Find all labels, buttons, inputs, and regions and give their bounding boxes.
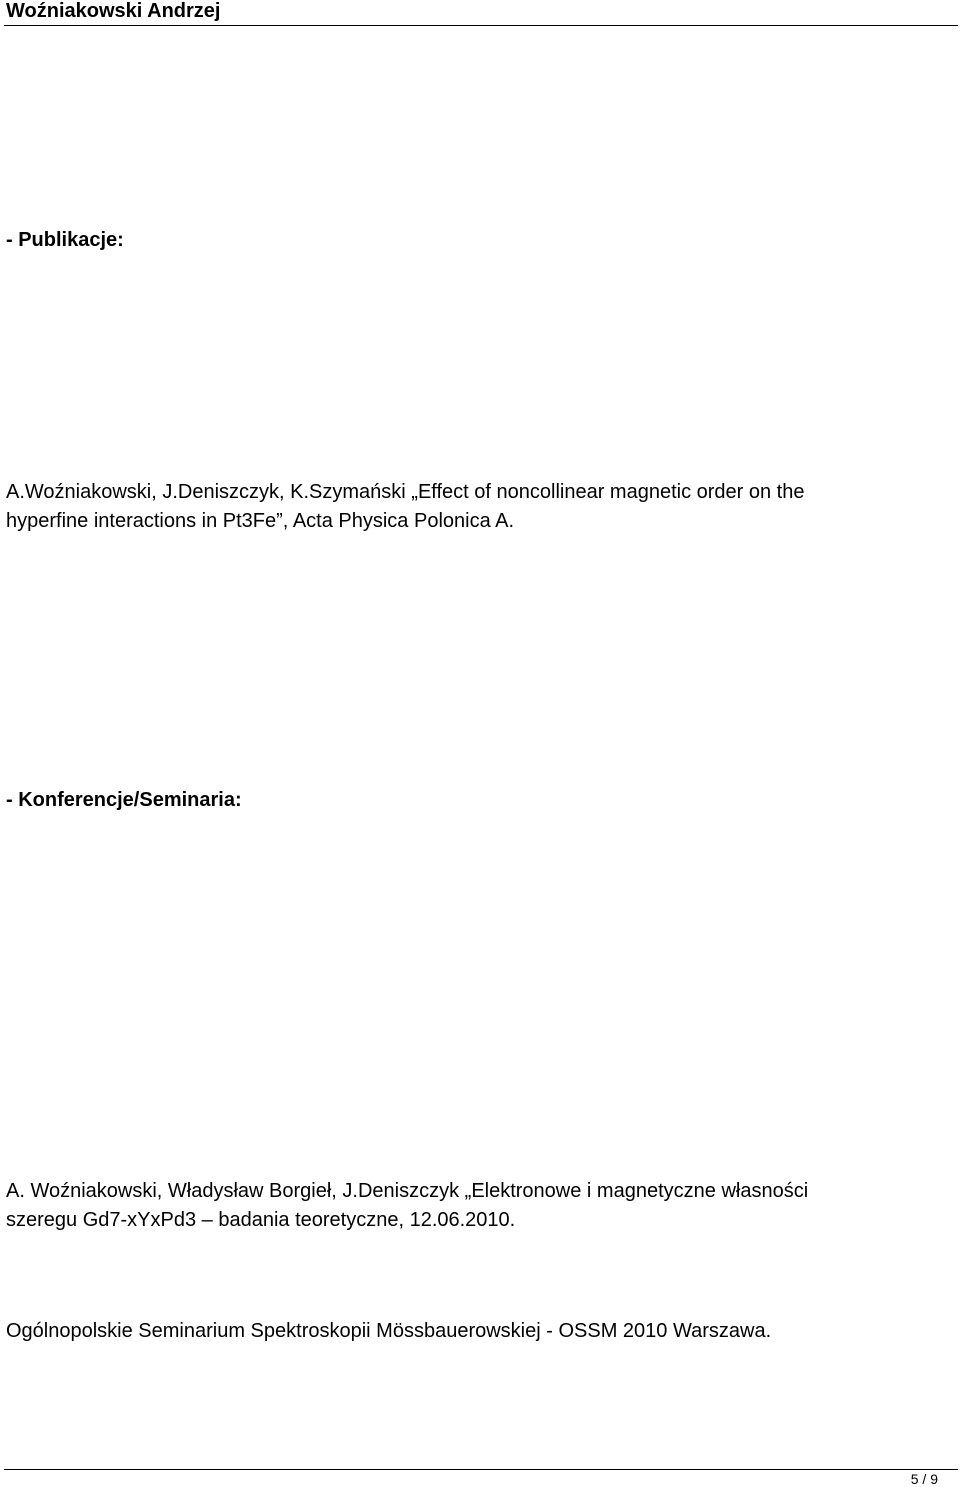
footer-divider [4,1469,958,1470]
publication-entry [6,478,946,536]
conference-venue [6,1317,946,1346]
publication-entry-line: A.Woźniakowski, J.Deniszczyk, K.Szymański „Effect of noncollinear magnetic order on the [6,481,805,503]
header-divider [4,25,958,26]
page-header-title: Woźniakowski Andrzej [6,0,221,22]
page-number: 5 / 9 [910,1471,938,1487]
conference-venue-line: Ogólnopolskie Seminarium Spektroskopii Mössbauerowskiej - OSSM 2010 Warszawa. [6,1320,772,1342]
conferences-heading: - Konferencje/Seminaria: [6,789,242,811]
conference-entry-line: A. Woźniakowski, Władysław Borgieł, J.Deniszczyk „Elektronowe i magnetyczne własności [6,1180,809,1202]
publication-entry-line: hyperfine interactions in Pt3Fe”, Acta Physica Polonica A. [6,510,515,532]
conference-entry-line: szeregu Gd7-xYxPd3 – badania teoretyczne, 12.06.2010. [6,1209,516,1231]
conference-entry [6,1177,946,1235]
publications-heading: - Publikacje: [6,229,124,251]
